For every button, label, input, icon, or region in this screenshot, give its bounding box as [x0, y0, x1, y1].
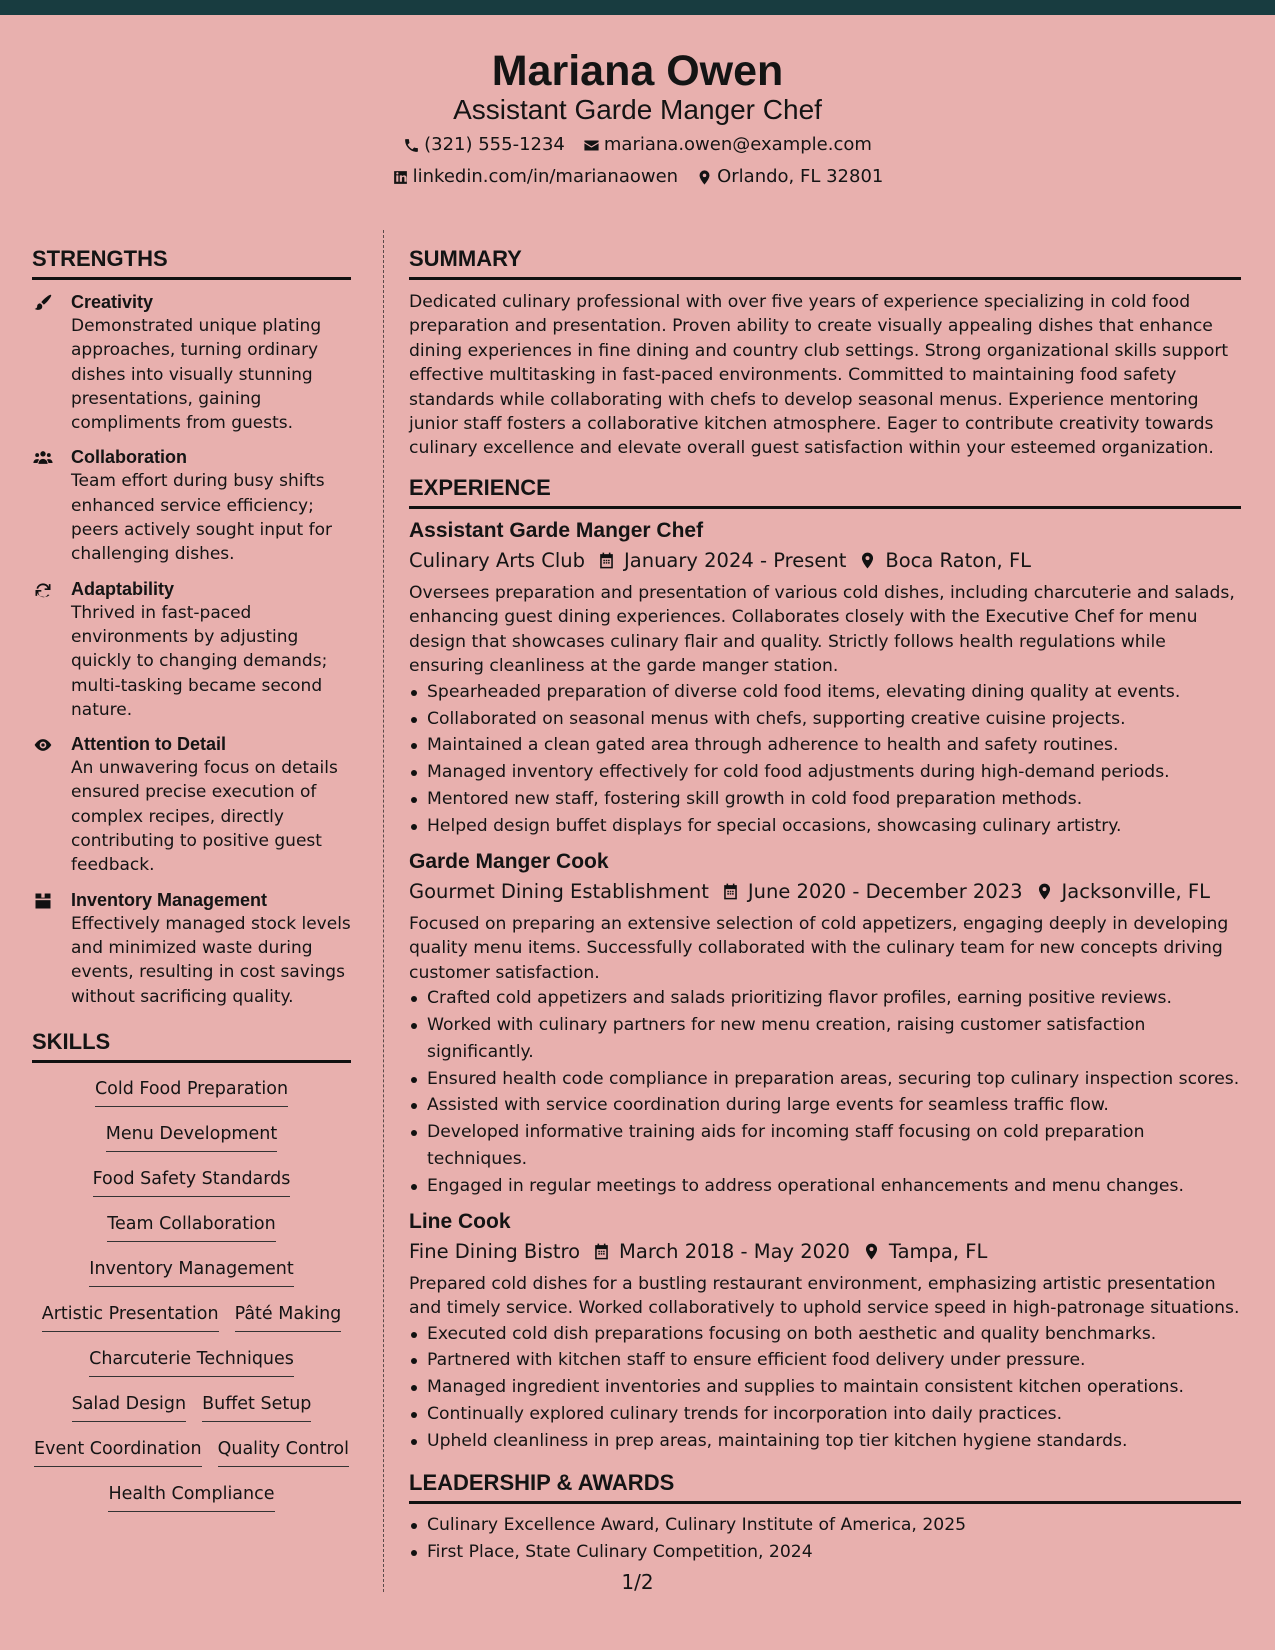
candidate-name: Mariana Owen — [491, 47, 784, 95]
job-entry — [409, 517, 1241, 840]
strength-name: Attention to Detail — [71, 734, 226, 755]
skills-heading: SKILLS — [32, 1029, 351, 1063]
awards-heading: LEADERSHIP & AWARDS — [409, 1470, 1241, 1504]
job-title: Assistant Garde Manger Chef — [409, 518, 704, 542]
skill-row — [107, 1212, 275, 1257]
skill-row — [93, 1167, 291, 1212]
skill-tag: Food Safety Standards — [93, 1167, 291, 1197]
bullet-item: Worked with culinary partners for new menu creation, raising customer satisfaction significantly. — [409, 1012, 1241, 1066]
calendar-icon — [721, 882, 740, 901]
linkedin-contact[interactable] — [392, 165, 678, 189]
bullet-item: Helped design buffet displays for special occasions, showcasing culinary artistry. — [409, 813, 1241, 840]
strength-desc: Effectively managed stock levels and minimized waste during events, resulting in cost savings without sacrificing quality. — [71, 913, 351, 1007]
bullet-item: Partnered with kitchen staff to ensure efficient food delivery under pressure. — [409, 1347, 1241, 1374]
bullet-item: Engaged in regular meetings to address operational enhancements and menu changes. — [409, 1173, 1241, 1200]
job-description: Focused on preparing an extensive selection of cold appetizers, engaging deeply in developing quality menu items. Successfully collaborated with the culinary team for new concepts driving customer satisfaction. — [409, 913, 1229, 983]
job-bullets — [409, 985, 1241, 1199]
skill-row — [95, 1077, 288, 1122]
skill-row — [108, 1482, 274, 1527]
job-location: Tampa, FL — [888, 1239, 988, 1263]
skills-list — [32, 1077, 351, 1527]
skill-tag: Salad Design — [72, 1392, 187, 1422]
job-bullets — [409, 679, 1241, 840]
bullet-item: Managed inventory effectively for cold food adjustments during high-demand periods. — [409, 759, 1241, 786]
strength-item — [32, 732, 351, 877]
skill-row — [42, 1302, 342, 1347]
skill-tag: Pâté Making — [235, 1302, 342, 1332]
strengths-list — [32, 290, 351, 1009]
summary-text: Dedicated culinary professional with over five years of experience specializing in cold food preparation and presentation. Proven ability to create visually appealing dishes that enhance dining experiences in fine dining and country club settings. Strong organizational skills support effective multitasking in fast-paced environments. Committed to maintaining food safety standards while collaborating with chefs to develop seasonal menus. Experience mentoring junior staff fosters a collaborative kitchen atmosphere. Eager to contribute creativity towards culinary excellence and elevate overall guest satisfaction within your esteemed organization. — [409, 292, 1229, 459]
left-column — [32, 246, 351, 1527]
award-item: Culinary Excellence Award, Culinary Institute of America, 2025 — [409, 1512, 1241, 1539]
linkedin-text[interactable]: linkedin.com/in/marianaowen — [412, 166, 679, 187]
bullet-item: Ensured health code compliance in preparation areas, securing top culinary inspection scores. — [409, 1066, 1241, 1093]
strength-item — [32, 290, 351, 435]
awards-list — [409, 1512, 1241, 1566]
skill-tag: Charcuterie Techniques — [89, 1347, 294, 1377]
contact-row — [0, 133, 1275, 157]
job-meta — [409, 878, 1241, 906]
phone-contact — [403, 133, 565, 157]
bullet-item: Executed cold dish preparations focusing on both aesthetic and quality benchmarks. — [409, 1321, 1241, 1348]
job-company: Fine Dining Bistro — [409, 1239, 581, 1263]
candidate-title: Assistant Garde Manger Chef — [453, 94, 822, 125]
eye-icon — [32, 735, 56, 755]
skill-tag: Inventory Management — [89, 1257, 293, 1287]
strength-name: Inventory Management — [71, 889, 268, 910]
job-entry — [409, 848, 1241, 1200]
strength-item — [32, 445, 351, 566]
envelope-icon — [583, 137, 600, 154]
strength-item — [32, 888, 351, 1009]
page-number: 1/2 — [621, 1570, 654, 1594]
job-description: Prepared cold dishes for a bustling restaurant environment, emphasizing artistic presentation and timely service. Worked collaboratively to uphold service speed in high-patronage situations. — [409, 1273, 1240, 1318]
job-entry — [409, 1208, 1241, 1455]
email-text[interactable]: mariana.owen@example.com — [603, 134, 872, 155]
job-meta — [409, 1238, 1241, 1266]
skill-tag: Team Collaboration — [107, 1212, 275, 1242]
phone-icon — [403, 137, 420, 154]
strengths-heading: STRENGTHS — [32, 246, 351, 280]
bullet-item: Collaborated on seasonal menus with chefs, supporting creative cuisine projects. — [409, 706, 1241, 733]
job-meta — [409, 547, 1241, 575]
resume-header — [0, 15, 1275, 203]
job-location: Boca Raton, FL — [885, 548, 1032, 572]
email-contact[interactable] — [583, 133, 872, 157]
skill-tag: Event Coordination — [34, 1437, 202, 1467]
contact-row-2 — [0, 165, 1275, 189]
map-pin-icon — [1035, 882, 1054, 901]
bullet-item: Upheld cleanliness in prep areas, maintaining top tier kitchen hygiene standards. — [409, 1428, 1241, 1455]
job-dates: March 2018 - May 2020 — [619, 1239, 850, 1263]
calendar-icon — [592, 1242, 611, 1261]
right-column — [409, 246, 1241, 1566]
bullet-item: Assisted with service coordination during large events for seamless traffic flow. — [409, 1092, 1241, 1119]
bullet-item: Mentored new staff, fostering skill growth in cold food preparation methods. — [409, 786, 1241, 813]
strength-desc: Thrived in fast-paced environments by adjusting quickly to changing demands; multi-tasking became second nature. — [71, 602, 328, 720]
location-contact — [696, 165, 883, 189]
location-text: Orlando, FL 32801 — [717, 166, 884, 187]
job-title: Garde Manger Cook — [409, 849, 609, 873]
strength-desc: An unwavering focus on details ensured precise execution of complex recipes, directly contributing to positive guest feedback. — [71, 758, 338, 876]
job-title: Line Cook — [409, 1209, 511, 1233]
phone-text: (321) 555-1234 — [424, 134, 565, 155]
job-dates: January 2024 - Present — [624, 548, 847, 572]
job-location: Jacksonville, FL — [1061, 879, 1210, 903]
skill-tag: Health Compliance — [108, 1482, 274, 1512]
users-icon — [32, 448, 56, 468]
job-bullets — [409, 1321, 1241, 1455]
skill-tag: Buffet Setup — [202, 1392, 311, 1422]
linkedin-icon — [392, 169, 409, 186]
bullet-item: Managed ingredient inventories and supplies to maintain consistent kitchen operations. — [409, 1374, 1241, 1401]
map-pin-icon — [858, 551, 877, 570]
map-pin-icon — [862, 1242, 881, 1261]
top-bar — [0, 0, 1275, 15]
skill-row — [34, 1437, 349, 1482]
summary-heading: SUMMARY — [409, 246, 1241, 280]
strength-name: Collaboration — [71, 447, 187, 468]
strength-desc: Demonstrated unique plating approaches, turning ordinary dishes into visually stunning presentations, gaining compliments from guests. — [71, 316, 322, 434]
skill-tag: Artistic Presentation — [42, 1302, 219, 1332]
skill-row — [106, 1122, 277, 1167]
bullet-item: Crafted cold appetizers and salads prioritizing flavor profiles, earning positive reviews. — [409, 985, 1241, 1012]
skill-tag: Quality Control — [218, 1437, 349, 1467]
strength-name: Creativity — [71, 292, 154, 312]
job-company: Gourmet Dining Establishment — [409, 879, 709, 903]
skill-row — [72, 1392, 312, 1437]
job-description: Oversees preparation and presentation of various cold dishes, including charcuterie and salads, enhancing guest dining experiences. Collaborates closely with the Executive Chef for menu design that showcases culinary flair and quality. Strictly follows health regulations while ensuring cleanliness at the garde manger station. — [409, 582, 1235, 677]
box-icon — [32, 891, 56, 911]
skill-tag: Menu Development — [106, 1122, 277, 1152]
bullet-item: Spearheaded preparation of diverse cold food items, elevating dining quality at events. — [409, 679, 1241, 706]
job-dates: June 2020 - December 2023 — [747, 879, 1023, 903]
experience-heading: EXPERIENCE — [409, 475, 1241, 509]
paintbrush-icon — [32, 293, 56, 313]
strength-desc: Team effort during busy shifts enhanced service efficiency; peers actively sought input for challenging dishes. — [71, 471, 332, 565]
calendar-icon — [597, 551, 616, 570]
skill-row — [89, 1347, 294, 1392]
sync-icon — [32, 580, 56, 600]
skill-tag: Cold Food Preparation — [95, 1077, 288, 1107]
bullet-item: Developed informative training aids for incoming staff focusing on cold preparation techniques. — [409, 1119, 1241, 1173]
bullet-item: Maintained a clean gated area through adherence to health and safety routines. — [409, 732, 1241, 759]
award-item: First Place, State Culinary Competition, 2024 — [409, 1539, 1241, 1566]
strength-item — [32, 577, 351, 722]
column-divider — [383, 230, 384, 1592]
skill-row — [89, 1257, 293, 1302]
strength-name: Adaptability — [71, 578, 175, 599]
bullet-item: Continually explored culinary trends for incorporation into daily practices. — [409, 1401, 1241, 1428]
job-company: Culinary Arts Club — [409, 548, 586, 572]
map-pin-icon — [696, 169, 713, 186]
